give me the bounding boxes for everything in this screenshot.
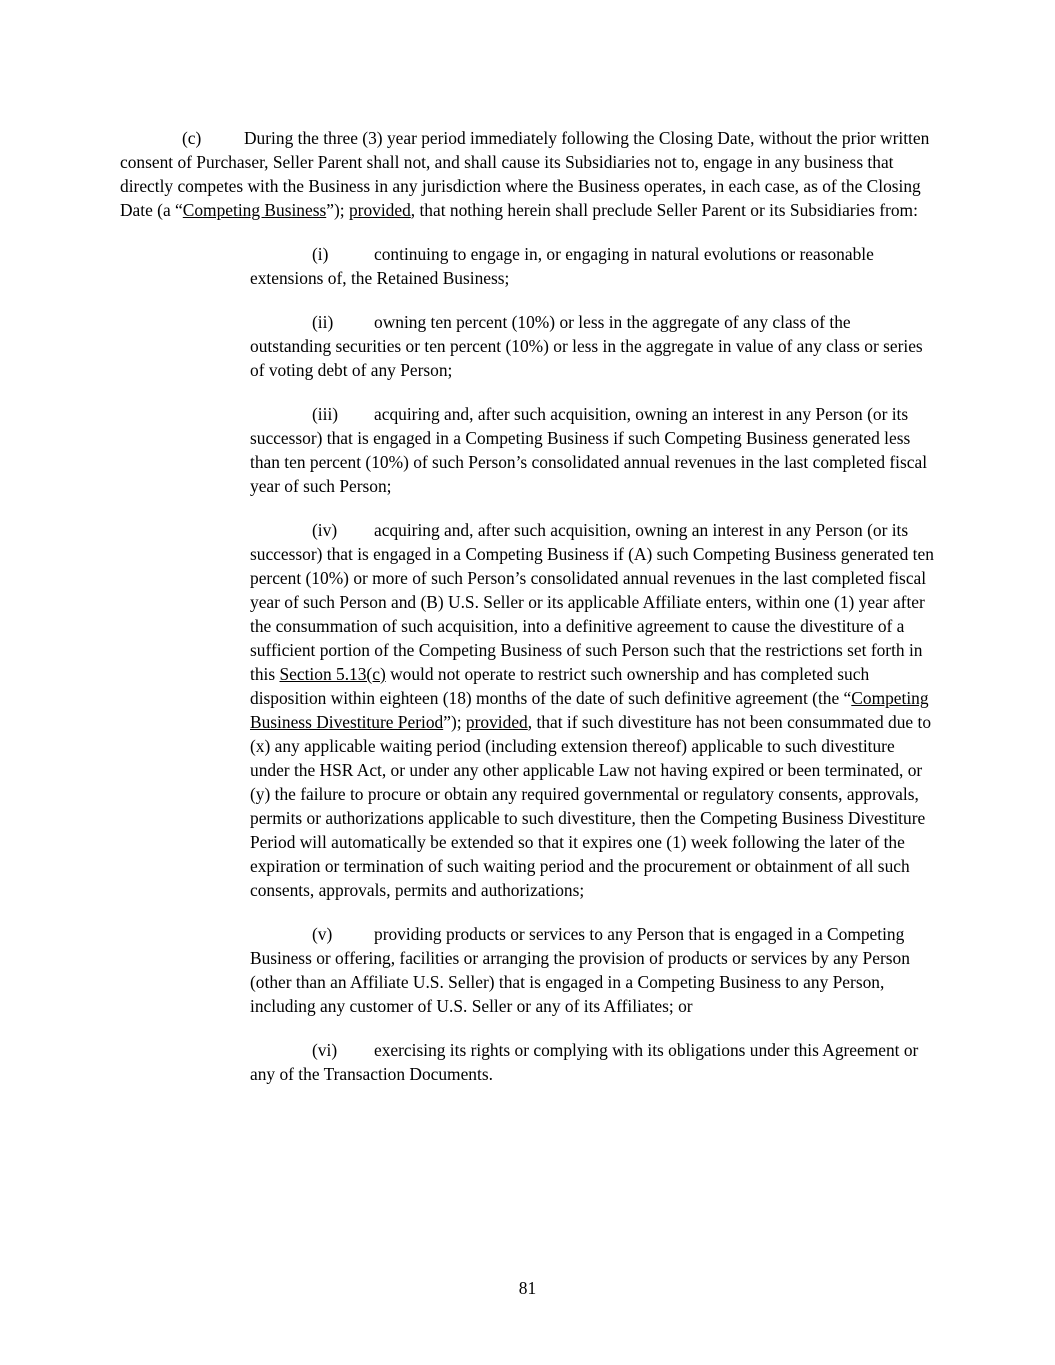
clause-ii-label: (ii) bbox=[312, 312, 334, 332]
paragraph-c-text-3: , that nothing herein shall preclude Seller Parent or its Subsidiaries from: bbox=[410, 200, 918, 220]
clause-iv-text-2: would not operate to restrict such ownership and has completed such disposition within eighteen (18) months of the date of such definitive agreement (the “ bbox=[250, 664, 870, 708]
clause-iv-text-3: ”); bbox=[443, 712, 466, 732]
page-number: 81 bbox=[518, 1278, 537, 1298]
clause-iv-text-4: , that if such divestiture has not been consummated due to (x) any applicable waiting period (including extension thereof) applicable to such divestiture under the HSR Act, or under any other applicable Law not having expired or been terminated, or (y) the failure to procure or obtain any required governmental or regulatory consents, approvals, permits or authorizations applicable to such divestiture, then the Competing Business Divestiture Period will automatically be extended so that it expires one (1) week following the later of the expiration or termination of such waiting period and the procurement or obtainment of all such consents, approvals, permits and authorizations; bbox=[250, 712, 932, 900]
clause-v bbox=[250, 922, 935, 1018]
paragraph-c-text-1: During the three (3) year period immediately following the Closing Date, without the prior written consent of Purchaser, Seller Parent shall not, and shall cause its Subsidiaries not to, engage in any business that directly competes with the Business in any jurisdiction where the Business operates, in each case, as of the Closing Date (a “ bbox=[120, 128, 930, 220]
proviso-term: provided bbox=[465, 712, 528, 732]
clause-i-label: (i) bbox=[312, 244, 329, 264]
clause-v-label: (v) bbox=[312, 924, 333, 944]
clause-vi bbox=[250, 1038, 935, 1086]
proviso-term: provided bbox=[348, 200, 411, 220]
clause-iii bbox=[250, 402, 935, 498]
paragraph-c-text-2: ”); bbox=[326, 200, 349, 220]
clause-vi-label: (vi) bbox=[312, 1040, 338, 1060]
clause-i-text: continuing to engage in, or engaging in natural evolutions or reasonable extensions of, the Retained Business; bbox=[250, 244, 874, 288]
paragraph-c-label: (c) bbox=[182, 128, 202, 148]
clause-ii-text: owning ten percent (10%) or less in the aggregate of any class of the outstanding securities or ten percent (10%) or less in the aggregate in value of any class or series of voting debt of any Person; bbox=[250, 312, 923, 380]
clause-iv bbox=[250, 518, 935, 902]
clause-iii-text: acquiring and, after such acquisition, owning an interest in any Person (or its successor) that is engaged in a Competing Business if such Competing Business generated less than ten percent (10%) of such Person’s consolidated annual revenues in the last completed fiscal year of such Person; bbox=[250, 404, 928, 496]
section-reference: Section 5.13(c) bbox=[279, 664, 386, 684]
clause-i bbox=[250, 242, 935, 290]
clause-ii bbox=[250, 310, 935, 382]
defined-term-competing-business-divestiture-period: Competing Business Divestiture Period bbox=[250, 688, 929, 732]
clause-iv-text-1: acquiring and, after such acquisition, owning an interest in any Person (or its successor) that is engaged in a Competing Business if (A) such Competing Business generated ten percent (10%) or more of such Person’s consolidated annual revenues in the last completed fiscal year of such Person and (B) U.S. Seller or its applicable Affiliate enters, within one (1) year after the consummation of such acquisition, into a definitive agreement to cause the divestiture of a sufficient portion of the Competing Business of such Person such that the restrictions set forth in this bbox=[250, 520, 934, 684]
paragraph-c bbox=[120, 126, 935, 222]
clause-vi-text: exercising its rights or complying with its obligations under this Agreement or any of the Transaction Documents. bbox=[250, 1040, 919, 1084]
clause-iv-label: (iv) bbox=[312, 520, 338, 540]
clause-iii-label: (iii) bbox=[312, 404, 339, 424]
defined-term-competing-business: Competing Business bbox=[182, 200, 327, 220]
clause-v-text: providing products or services to any Person that is engaged in a Competing Business or offering, facilities or arranging the provision of products or services by any Person (other than an Affiliate U.S. Seller) that is engaged in a Competing Business to any Person, including any customer of U.S. Seller or any of its Affiliates; or bbox=[250, 924, 910, 1016]
